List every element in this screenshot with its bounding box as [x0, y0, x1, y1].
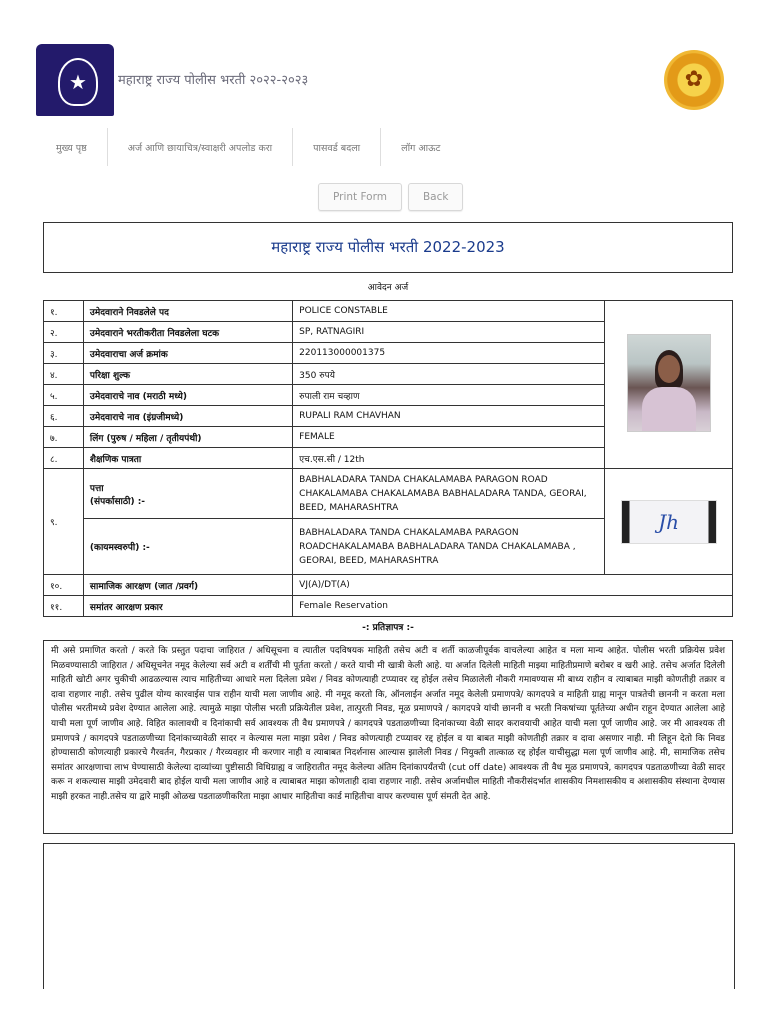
- row-value: रुपाली राम चव्हाण: [293, 385, 605, 406]
- table-row: [44, 596, 733, 617]
- row-number: ४.: [44, 364, 84, 385]
- candidate-signature: Jh: [621, 500, 717, 544]
- row-label: शैक्षणिक पात्रता: [83, 448, 292, 469]
- application-table: [43, 300, 733, 617]
- row-label: परिक्षा शुल्क: [83, 364, 292, 385]
- row-number: ७.: [44, 427, 84, 448]
- nav-change-password[interactable]: पासवर्ड बदला: [293, 128, 381, 166]
- police-emblem-icon: ★: [58, 58, 98, 106]
- signature-cell: [605, 469, 733, 575]
- blank-section: [43, 843, 735, 989]
- row-number: १.: [44, 301, 84, 322]
- police-logo: [36, 44, 114, 116]
- row-number: ११.: [44, 596, 84, 617]
- address-permanent-label: (कायमस्वरुपी) :-: [83, 519, 292, 575]
- row-value: FEMALE: [293, 427, 605, 448]
- row-number: १०.: [44, 575, 84, 596]
- row-label: समांतर आरक्षण प्रकार: [83, 596, 292, 617]
- action-buttons: [318, 183, 463, 211]
- row-value: POLICE CONSTABLE: [293, 301, 605, 322]
- maharashtra-seal-icon: ✿: [664, 50, 724, 110]
- main-nav: [36, 128, 460, 166]
- address-contact-label: पत्ता (संपर्कासाठी) :-: [83, 469, 292, 519]
- row-label: उमेदवाराचे नाव (मराठी मध्ये): [83, 385, 292, 406]
- row-label: उमेदवाराचे नाव (इंग्रजीमध्ये): [83, 406, 292, 427]
- photo-cell: [605, 301, 733, 469]
- row-value: VJ(A)/DT(A): [293, 575, 733, 596]
- nav-logout[interactable]: लॉग आऊट: [401, 142, 441, 154]
- row-value: SP, RATNAGIRI: [293, 322, 605, 343]
- row-number: २.: [44, 322, 84, 343]
- row-value: एच.एस.सी / 12th: [293, 448, 605, 469]
- print-form-button[interactable]: Print Form: [318, 183, 402, 211]
- table-row: [44, 575, 733, 596]
- declaration-heading: -: प्रतिज्ञापत्र :-: [362, 623, 414, 633]
- site-title: महाराष्ट्र राज्य पोलीस भरती २०२२-२०२३: [118, 73, 309, 88]
- address-contact-value: BABHALADARA TANDA CHAKALAMABA PARAGON ROAD CHAKALAMABA CHAKALAMABA BABHALADARA TANDA, GEORAI, BEED, MAHARASHTRA: [293, 469, 605, 519]
- row-label: उमेदवाराचा अर्ज क्रमांक: [83, 343, 292, 364]
- row-label: उमेदवाराने भरतीकरीता निवडलेला घटक: [83, 322, 292, 343]
- row-label: सामाजिक आरक्षण (जात /प्रवर्ग): [83, 575, 292, 596]
- row-label: लिंग (पुरुष / महिला / तृतीयपंथी): [83, 427, 292, 448]
- row-number: ६.: [44, 406, 84, 427]
- nav-home[interactable]: मुख्य पृष्ठ: [36, 128, 108, 166]
- row-number: ९.: [44, 469, 84, 575]
- form-subtitle: आवेदन अर्ज: [367, 283, 409, 293]
- address-permanent-value: BABHALADARA TANDA CHAKALAMABA PARAGON ROADCHAKALAMABA BABHALADARA TANDA CHAKALAMABA , GEORAI, BEED, MAHARASHTRA: [293, 519, 605, 575]
- table-row: [44, 301, 733, 322]
- form-title: महाराष्ट्र राज्य पोलीस भरती 2022-2023: [43, 222, 733, 273]
- row-number: ८.: [44, 448, 84, 469]
- row-number: ५.: [44, 385, 84, 406]
- declaration-text: मी असे प्रमाणित करतो / करते कि प्रस्तुत पदाचा जाहिरात / अधिसूचना व त्यातील पदविषयक माहिती तसेच अटी व शर्ती काळजीपूर्वक वाचलेल्या आहेत व मला मान्य आहेत. पोलीस भरती प्रक्रियेस प्रवेश मिळवण्यासाठी जाहिरात / अधिसूचनेत नमूद केलेल्या सर्व अटी व शर्तींची मी पूर्तता करतो / करते याची मी खात्री केली आहे. या अर्जात दिलेली माहिती माझ्या माहितीप्रमाणे बरोबर व खरी आहे. तसेच अर्जात दिलेली माहिती खोटी अगर चुकीची आढळल्यास त्याच माहितीच्या आधारे मला दिलेला प्रवेश / निवड कोणत्याही टप्प्यावर रद्द होईल तसेच मिळालेली नौकरी गमावण्यास मी बाध्य राहीन व त्याबाबत माझी कोणतीही तक्रार व दावा राहणार नाही. तसेच पुढील योग्य कारवाईस पात्र राहीन याची मला जाणीव आहे. मी नमूद करतो कि, ऑनलाईन अर्जात नमूद केलेली प्रमाणपत्रे/ कागदपत्रे व माहिती ग्राह्य मानून पात्रतेची छाननी न करता मला पोलीस भरतीमध्ये प्रवेश देण्यात आलेला आहे. त्यामुळे माझा पोलीस भरती प्रक्रियेतील प्रवेश, तात्पुरती निवड, मूळ प्रमाणपत्रे / कागदपत्रे यांची छाननी व भरती निकषांच्या पूर्ततेच्या अधीन राहून देण्यात आलेला आहे याची मला पूर्ण जाणीव आहे. विहित कालावधी व दिनांकाची सर्व आवश्यक ती वैध प्रमाणपत्रे / कागदपत्रे पडताळणीच्या दिनांकाच्या वेळी सादर करावयाची आहेत याची मला पूर्ण जाणीव आहे. जर मी आवश्यक ती प्रमाणपत्रे / कागदपत्रे पडताळणीच्या दिनांकाच्यावेळी सादर न केल्यास मला माझा प्रवेश / निवड कोणत्याही टप्प्यावर रद्द होईल व या बाबत माझी कोणतीही तक्रार व दावा असणार नाही. मी लिहून देतो कि निवड होण्यासाठी कोणत्याही प्रकारचे गैरवर्तन, गैरप्रकार / गैरव्यवहार मी करणार नाही व त्याबाबत निदर्शनास आल्यास झालेली निवड / नियुक्ती तात्काळ रद्द होईल याचीसुद्धा मला पूर्ण जाणीव आहे. मी, सामाजिक तसेच समांतर आरक्षणाचा लाभ घेण्यासाठी केलेल्या दाव्यांच्या पुष्टीसाठी विधिग्राह्य व जाहिरातीत नमूद केलेल्या अंतिम दिनांकापर्यंतची (cut off date) आवश्यक ती वैध मूळ प्रमाणपत्रे, कागदपत्र पडताळणीच्या वेळी सादर करू न शकल्यास माझी उमेदवारी बाद होईल याची मला जाणीव आहे व त्याबाबत माझा कोणताही दावा राहणार नाही. तसेच अर्जामधील माहिती नौकरीसंदर्भात शासकीय निमशासकीय व अशासकीय संस्थाना देण्यास माझी हरकत नाही.तसेच या द्वारे माझी ओळख पडताळणीकरिता माझा आधार माहितीचा कार्ड माहितीचा वापर करण्यास पूर्ण संमती देत आहे.: [43, 640, 733, 834]
- row-value: 220113000001375: [293, 343, 605, 364]
- table-row: [44, 469, 733, 519]
- row-value: Female Reservation: [293, 596, 733, 617]
- row-label: उमेदवाराने निवडलेले पद: [83, 301, 292, 322]
- candidate-photo: [627, 334, 711, 432]
- row-value: 350 रुपये: [293, 364, 605, 385]
- row-value: RUPALI RAM CHAVHAN: [293, 406, 605, 427]
- back-button[interactable]: Back: [408, 183, 464, 211]
- row-number: ३.: [44, 343, 84, 364]
- nav-upload[interactable]: अर्ज आणि छायाचित्र/स्वाक्षरी अपलोड करा: [108, 128, 293, 166]
